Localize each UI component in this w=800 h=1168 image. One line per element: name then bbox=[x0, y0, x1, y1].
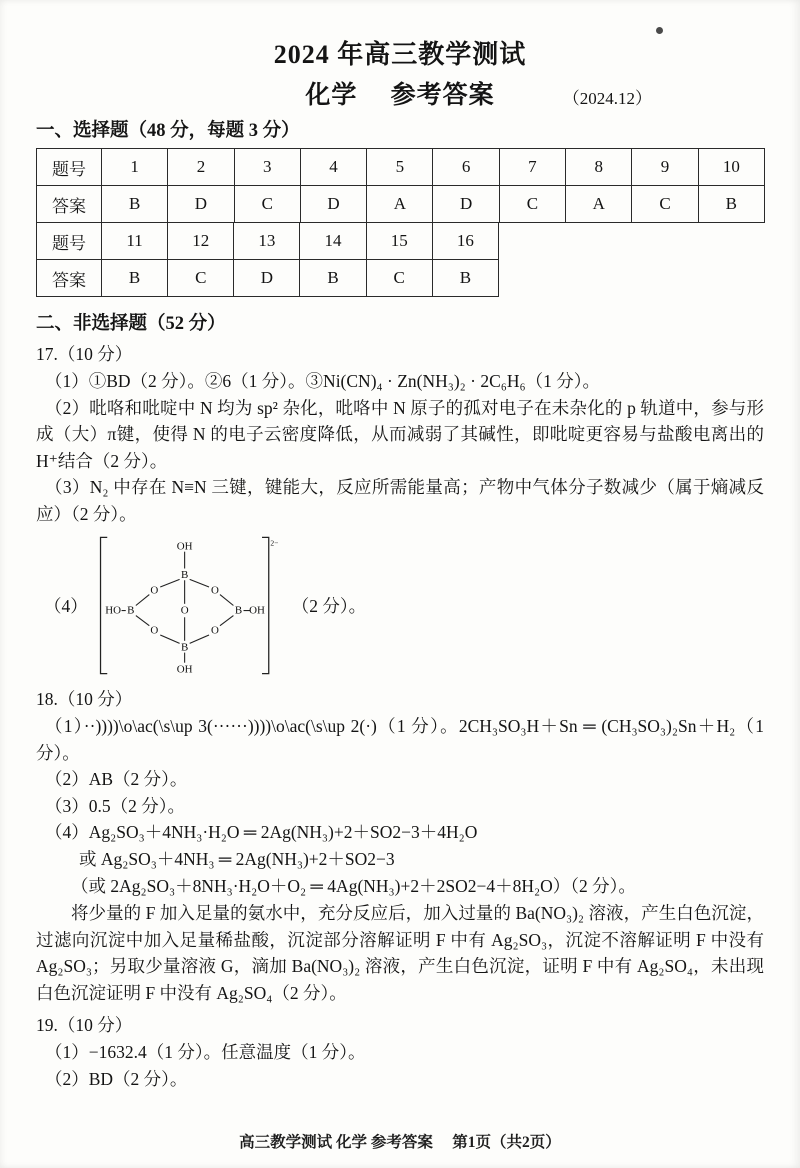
answer-table-11-16 bbox=[36, 222, 499, 297]
q19-answer-1: （1）−1632.4（1 分）。任意温度（1 分）。 bbox=[45, 1042, 366, 1062]
page-footer: 高三教学测试 化学 参考答案 第1页（共2页） bbox=[239, 1134, 561, 1151]
answer-cell: B bbox=[102, 186, 168, 223]
scan-artifact-dot bbox=[656, 27, 663, 34]
question-17-block bbox=[36, 341, 764, 678]
charge-label: 2− bbox=[270, 538, 278, 548]
answer-cell: A bbox=[367, 186, 433, 223]
borate-structure-diagram bbox=[98, 533, 278, 678]
answer-cell: C bbox=[234, 186, 300, 223]
q17-answer-4-score: （2 分）。 bbox=[291, 596, 367, 616]
q18-equation-line-2: 或 Ag₂SO₃＋4NH₃ ═ 2Ag(NH₃)+2＋SO2−3 bbox=[79, 849, 395, 869]
answer-cell: D bbox=[168, 186, 234, 223]
page-title: 2024 年高三教学测试 bbox=[273, 40, 527, 69]
row-label-answer: 答案 bbox=[37, 260, 102, 297]
answer-table-1-10 bbox=[36, 148, 765, 223]
oh-bottom-label: OH bbox=[176, 663, 193, 676]
section-free-response-heading: 二、非选择题（52 分） bbox=[36, 314, 226, 334]
oxygen-label: O bbox=[150, 584, 159, 597]
section-choice-heading: 一、选择题（48 分，每题 3 分） bbox=[36, 121, 300, 141]
table-row-answers bbox=[37, 260, 499, 297]
question-number-cell: 14 bbox=[300, 223, 366, 260]
question-number-cell: 3 bbox=[234, 149, 300, 186]
table-row-answers bbox=[37, 186, 765, 223]
answer-cell: D bbox=[234, 260, 300, 297]
question-number-cell: 11 bbox=[102, 223, 168, 260]
question-number-cell: 1 bbox=[102, 149, 168, 186]
answer-cell: A bbox=[566, 186, 632, 223]
q17-answer-2: （2）吡咯和吡啶中 N 均为 sp² 杂化，吡咯中 N 原子的孤对电子在未杂化的 p 轨道中，参与形成（大）π键，使得 N 的电子云密度降低，从而减弱了其碱性，即吡啶更容易与盐酸电离出的 H⁺结合（2 分）。 bbox=[36, 397, 764, 471]
question-number-cell: 9 bbox=[632, 149, 698, 186]
q18-equation-line-3: （或 2Ag₂SO₃＋8NH₃·H₂O＋O₂ ═ 4Ag(NH₃)+2＋2SO2−4＋8H₂O）（2 分）。 bbox=[71, 876, 636, 896]
boron-right-label: B bbox=[234, 604, 242, 617]
exam-date: （2024.12） bbox=[562, 89, 652, 108]
question-number-cell: 5 bbox=[367, 149, 433, 186]
question-18-block bbox=[36, 686, 764, 1006]
question-number-cell: 2 bbox=[168, 149, 234, 186]
boron-bottom-label: B bbox=[180, 641, 189, 654]
q18-answer-2: （2）AB（2 分）。 bbox=[45, 769, 188, 789]
q18-answer-3: （3）0.5（2 分）。 bbox=[45, 795, 185, 816]
answer-cell: C bbox=[366, 260, 432, 297]
subject-subtitle: 化学 参考答案 bbox=[305, 82, 495, 109]
answer-cell: B bbox=[102, 260, 168, 297]
question-number-cell: 10 bbox=[698, 149, 764, 186]
subtitle-row bbox=[36, 75, 764, 109]
question-number-cell: 13 bbox=[234, 223, 300, 260]
answer-cell: B bbox=[300, 260, 366, 297]
answer-cell: D bbox=[300, 186, 366, 223]
table-row-question-numbers bbox=[37, 149, 765, 186]
q18-answer-1: （1）··))))\o\ac(\s\up 3(······))))\o\ac(\s\up 2(·)（1 分）。2CH₃SO₃H＋Sn ═ (CH₃SO₃)₂Sn＋H₂（1 分）。 bbox=[36, 716, 764, 763]
answer-cell: C bbox=[168, 260, 234, 297]
boron-top-label: B bbox=[180, 569, 189, 582]
answer-cell: D bbox=[433, 186, 499, 223]
row-label-number: 题号 bbox=[37, 149, 102, 186]
question-number-cell: 6 bbox=[433, 149, 499, 186]
answer-cell: B bbox=[432, 260, 498, 297]
oxygen-center-label: O bbox=[180, 604, 189, 617]
question-17-title: 17.（10 分） bbox=[36, 344, 133, 364]
q17-answer-4-label: （4） bbox=[44, 596, 88, 616]
question-number-cell: 12 bbox=[168, 223, 234, 260]
boron-left-label: B bbox=[126, 604, 135, 617]
ho-left-label: HO bbox=[104, 604, 121, 617]
q17-answer-3: （3）N₂ 中存在 N≡N 三键，键能大，反应所需能量高；产物中气体分子数减少（属于熵减反应）（2 分）。 bbox=[36, 477, 764, 524]
question-number-cell: 7 bbox=[499, 149, 565, 186]
question-number-cell: 15 bbox=[366, 223, 432, 260]
question-number-cell: 4 bbox=[300, 149, 366, 186]
question-19-block bbox=[36, 1012, 764, 1092]
q18-explanation-paragraph: 将少量的 F 加入足量的氨水中，充分反应后，加入过量的 Ba(NO₃)₂ 溶液，产生白色沉淀，过滤向沉淀中加入足量稀盐酸，沉淀部分溶解证明 F 中有 Ag₂SO₃，沉淀不溶解证明 F 中没有 Ag₂SO₃；另取少量溶液 G，滴加 Ba(NO₃)₂ 溶液，产生白色沉淀，证明 F 中有 Ag₂SO₄，未出现白色沉淀证明 F 中没有 Ag₂SO₄（2 分）。 bbox=[36, 903, 764, 1003]
question-18-title: 18.（10 分） bbox=[36, 689, 133, 709]
oxygen-label: O bbox=[210, 584, 219, 597]
table-row-question-numbers bbox=[37, 223, 499, 260]
oh-top-label: OH bbox=[176, 540, 193, 553]
answer-cell: B bbox=[698, 186, 764, 223]
q17-answer-1: （1）①BD（2 分）。②6（1 分）。③Ni(CN)₄ · Zn(NH₃)₂ · 2C₆H₆（1 分）。 bbox=[45, 371, 600, 391]
q18-equation-line-1: （4）Ag₂SO₃＋4NH₃·H₂O ═ 2Ag(NH₃)+2＋SO2−3＋4H₂O bbox=[45, 822, 478, 842]
question-number-cell: 8 bbox=[566, 149, 632, 186]
row-label-number: 题号 bbox=[37, 223, 102, 260]
oh-right-label: OH bbox=[248, 604, 265, 617]
row-label-answer: 答案 bbox=[37, 186, 102, 223]
question-number-cell: 16 bbox=[432, 223, 498, 260]
oxygen-label: O bbox=[150, 624, 159, 637]
answer-cell: C bbox=[632, 186, 698, 223]
q17-answer-4-row bbox=[44, 533, 764, 678]
q19-answer-2: （2）BD（2 分）。 bbox=[45, 1068, 188, 1089]
oxygen-label: O bbox=[210, 624, 219, 637]
answer-cell: C bbox=[499, 186, 565, 223]
question-19-title: 19.（10 分） bbox=[36, 1015, 133, 1035]
